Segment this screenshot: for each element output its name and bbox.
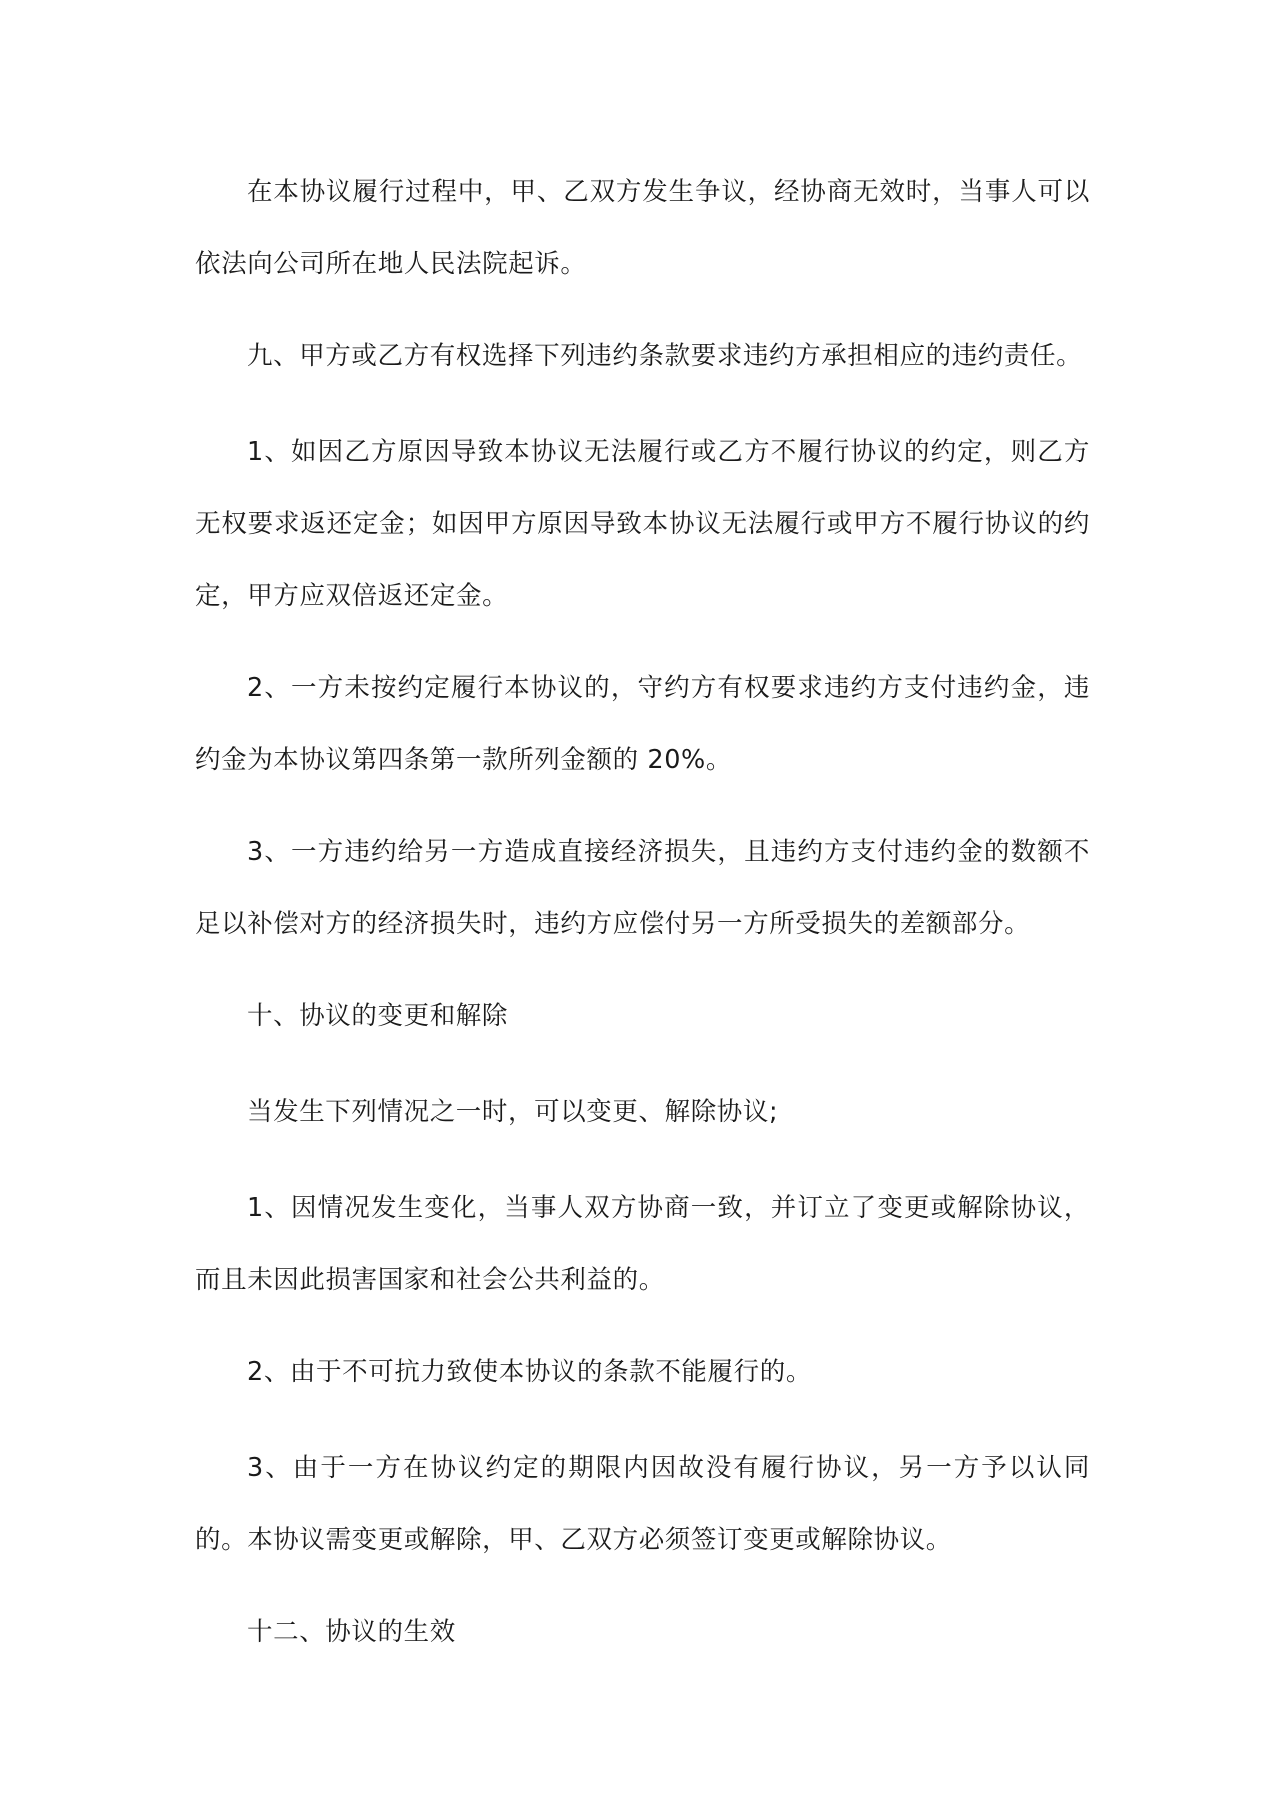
paragraph-item-3-compensation: 3、一方违约给另一方造成直接经济损失，且违约方支付违约金的数额不足以补偿对方的经济损失时，违约方应偿付另一方所受损失的差额部分。 xyxy=(195,837,1090,939)
paragraph-condition-3: 3、由于一方在协议约定的期限内因故没有履行协议，另一方予以认同的。本协议需变更或解除，甲、乙双方必须签订变更或解除协议。 xyxy=(195,1453,1090,1555)
heading-section-twelve: 十二、协议的生效 xyxy=(247,1617,456,1647)
paragraph-condition-2: 2、由于不可抗力致使本协议的条款不能履行的。 xyxy=(247,1357,812,1387)
paragraph-condition-1: 1、因情况发生变化，当事人双方协商一致，并订立了变更或解除协议，而且未因此损害国家和社会公共利益的。 xyxy=(195,1193,1090,1295)
paragraph-dispute-resolution: 在本协议履行过程中，甲、乙双方发生争议，经协商无效时，当事人可以依法向公司所在地人民法院起诉。 xyxy=(195,177,1090,279)
heading-section-ten: 十、协议的变更和解除 xyxy=(247,1001,509,1031)
heading-section-nine: 九、甲方或乙方有权选择下列违约条款要求违约方承担相应的违约责任。 xyxy=(247,341,1083,371)
paragraph-conditions-intro: 当发生下列情况之一时，可以变更、解除协议; xyxy=(247,1097,779,1127)
paragraph-item-1-deposit: 1、如因乙方原因导致本协议无法履行或乙方不履行协议的约定，则乙方无权要求返还定金；如因甲方原因导致本协议无法履行或甲方不履行协议的约定，甲方应双倍返还定金。 xyxy=(195,437,1090,611)
paragraph-item-2-penalty: 2、一方未按约定履行本协议的，守约方有权要求违约方支付违约金，违约金为本协议第四条第一款所列金额的 20%。 xyxy=(195,673,1090,775)
